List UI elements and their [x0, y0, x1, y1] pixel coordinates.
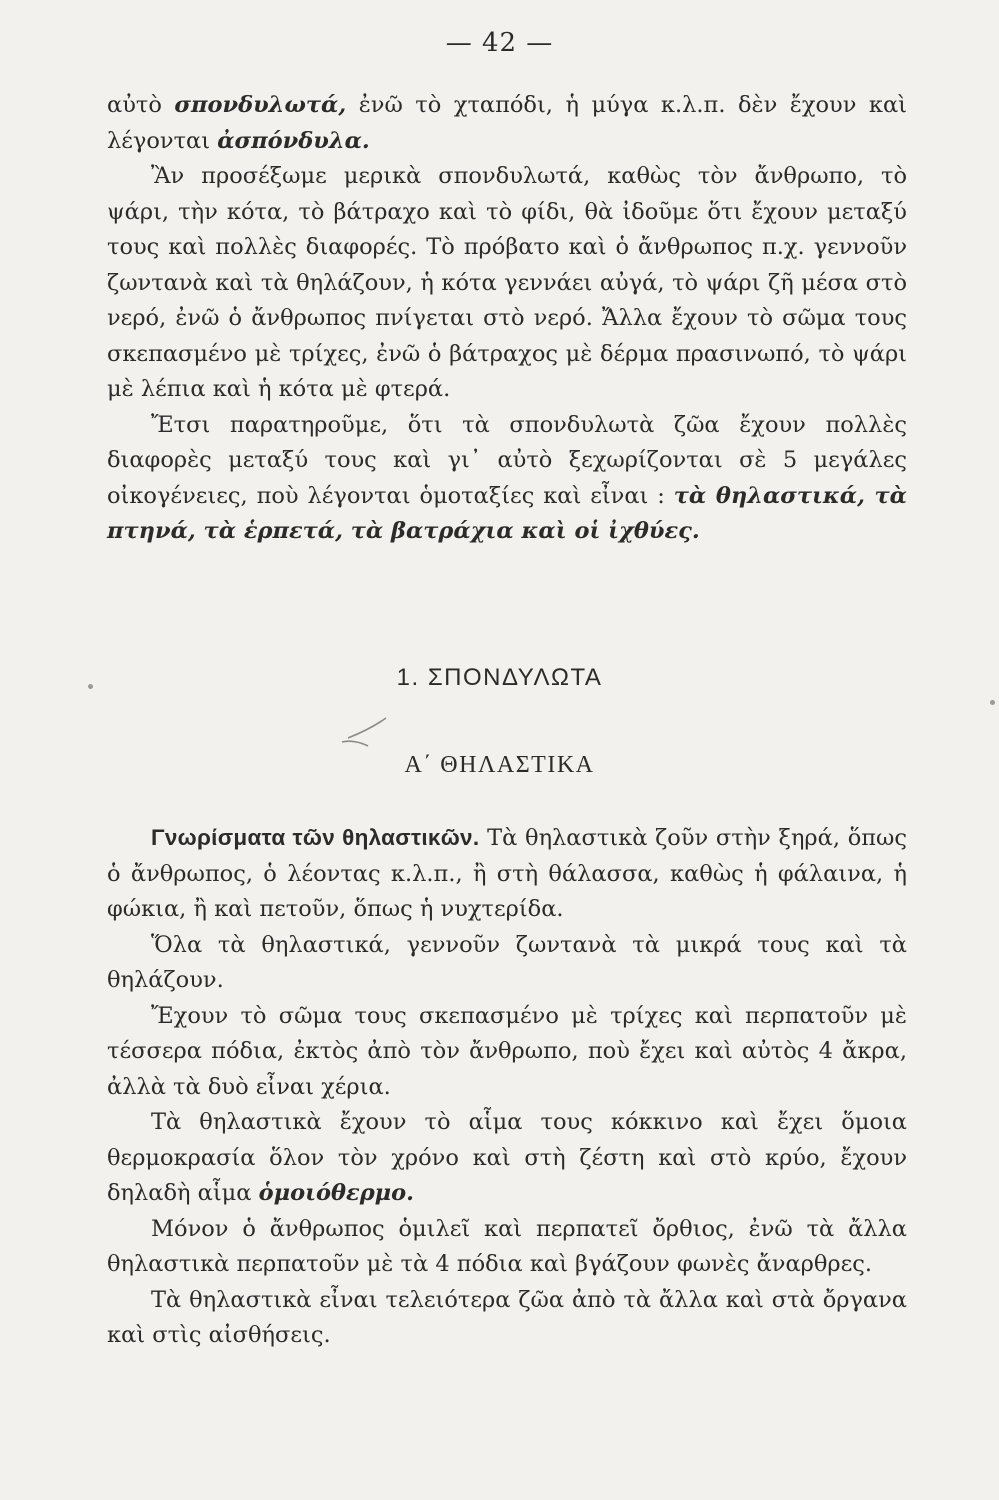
text-run: αὐτὸ	[107, 92, 175, 118]
paragraph-hair: Ἔχουν τὸ σῶμα τους σκεπασμένο μὲ τρίχες καὶ περπατοῦν μὲ τέσσερα πόδια, ἐκτὸς ἀπὸ τὸν ἄνθρωπο, ποὺ ἔχει καὶ αὐτὸς 4 ἄκρα, ἀλλὰ τὰ δυὸ εἶναι χέρια.	[107, 1002, 907, 1100]
intro-text	[107, 88, 907, 550]
paragraph-habitat	[107, 820, 907, 928]
mammals-text	[107, 820, 907, 1354]
paper-speck	[990, 700, 995, 705]
paragraph-birth: Ὅλα τὰ θηλαστικά, γεννοῦν ζωντανὰ τὰ μικρά τους καὶ τὰ θηλάζουν.	[107, 931, 907, 993]
emphasis-class-list: τὰ θηλαστικά, τὰ πτηνά, τὰ ἑρπετά, τὰ βατράχια καὶ οἱ ἰχθύες.	[107, 482, 907, 544]
emphasis-invertebrates: ἀσπόνδυλα.	[217, 127, 370, 154]
subsection-title: Α΄ ΘΗΛΑΣΤΙΚΑ	[404, 752, 595, 778]
page-number: — 42 —	[445, 28, 554, 58]
paragraph-differences: Ἂν προσέξωμε μερικὰ σπονδυλωτά, καθὼς τὸν ἄνθρωπο, τὸ ψάρι, τὴν κότα, τὸ βάτραχο καὶ τὸ φίδι, θὰ ἰδοῦμε ὅτι ἔχουν μεταξύ τους καὶ πολλὲς διαφορές. Τὸ πρόβατο καὶ ὁ ἄνθρωπος π.χ. γεννοῦν ζωντανὰ καὶ τὰ θηλάζουν, ἡ κότα γεννάει αὐγά, τὸ ψάρι ζῆ μέσα στὸ νερό, ἐνῶ ὁ ἄνθρωπος πνίγεται στὸ νερό. Ἄλλα ἔχουν τὸ σῶμα τους σκεπασμένο μὲ τρίχες, ἐνῶ ὁ βάτραχος μὲ δέρμα πρασινωπό, τὸ ψάρι μὲ λέπια καὶ ἡ κότα μὲ φτερά.	[107, 163, 907, 402]
text-run: ἐνῶ τὸ χταπόδι, ἡ μύγα κ.λ.π. δὲν ἔχουν καὶ λέγονται	[107, 92, 907, 154]
text-run: Ἔτσι παρατηροῦμε, ὅτι τὰ σπονδυλωτὰ ζῶα ἔχουν πολλὲς διαφορὲς μεταξύ τους καὶ γι᾽ αὐτὸ ξεχωρίζονται σὲ 5 μεγάλες οἰκογένειες, ποὺ λέγονται ὁμοταξίες καὶ εἶναι :	[107, 411, 907, 509]
paragraph-perfection: Τὰ θηλαστικὰ εἶναι τελειότερα ζῶα ἀπὸ τὰ ἄλλα καὶ στὰ ὄργανα καὶ στὶς αἰσθήσεις.	[107, 1286, 907, 1348]
paragraph-blood	[107, 1105, 907, 1212]
section-title: 1. ΣΠΟΝΔΥΛΩΤΑ	[396, 664, 603, 691]
paper-speck	[88, 684, 93, 689]
pencil-mark-icon	[338, 708, 398, 756]
paragraph-speech: Μόνον ὁ ἄνθρωπος ὁμιλεῖ καὶ περπατεῖ ὄρθιος, ἐνῶ τὰ ἄλλα θηλαστικὰ περπατοῦν μὲ τὰ 4 πόδια καὶ βγάζουν φωνὲς ἄναρθρες.	[107, 1215, 907, 1277]
emphasis-warm-blooded: ὁμοιόθερμο.	[258, 1180, 414, 1206]
paragraph-classes	[107, 408, 907, 550]
text-run: Τὰ θηλαστικὰ ζοῦν στὴν ξηρά, ὅπως ὁ ἄνθρωπος, ὁ λέοντας κ.λ.π., ἢ στὴ θάλασσα, καθὼς ἡ φάλαινα, ἡ φώκια, ἢ καὶ πετοῦν, ὅπως ἡ νυχτερίδα.	[107, 825, 907, 922]
paragraph-continuation	[107, 88, 907, 159]
emphasis-vertebrates: σπονδυλωτά,	[174, 92, 347, 118]
section-heading: Γνωρίσματα τῶν θηλαστικῶν.	[151, 825, 480, 850]
text-run: Τὰ θηλαστικὰ ἔχουν τὸ αἷμα τους κόκκινο καὶ ἔχει ὅμοια θερμοκρασία ὅλον τὸν χρόνο καὶ στὴ ζέστη καὶ στὸ κρύο, ἔχουν δηλαδὴ αἷμα	[107, 1109, 907, 1206]
